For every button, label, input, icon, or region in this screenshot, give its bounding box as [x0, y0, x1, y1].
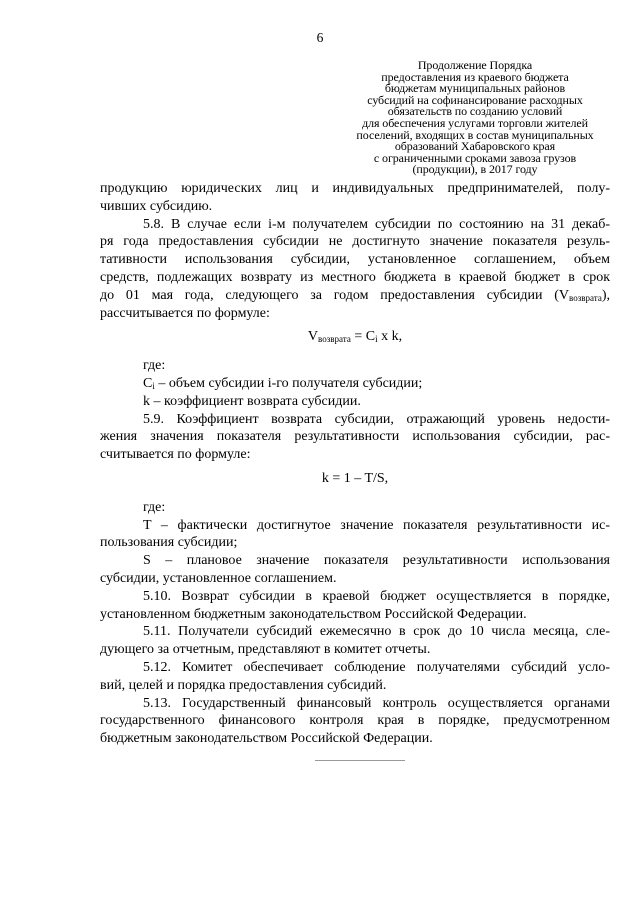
body-line: вий, целей и порядка предоставления субсидий. — [100, 677, 387, 693]
symbol-c: C — [143, 375, 153, 391]
header-line: (продукции), в 2017 году — [412, 162, 538, 177]
formula-end: x k, — [377, 329, 403, 345]
body-line-end: ), — [601, 287, 610, 303]
refund-formula — [100, 328, 610, 346]
body-line: дующего за отчетным, представляют в комитет отчеты. — [100, 642, 431, 658]
where-label: где: — [143, 499, 166, 515]
header-line: субсидий на софинансирование расходных — [367, 92, 583, 107]
symbol-index: i — [152, 380, 155, 391]
paragraph-5-10-line: 5.10. Возврат субсидии в краевой бюджет осуществляется в порядке, — [143, 588, 610, 604]
body-line: жения значения показателя результативности использования субсидии, рас- — [100, 429, 610, 445]
paragraph-5-12-line: 5.12. Комитет обеспечивает соблюдение получателями субсидий усло- — [143, 659, 610, 675]
body-line: бюджетным законодательством Российской Федерации. — [100, 731, 433, 747]
body-line: субсидии, установленное соглашением. — [100, 570, 337, 586]
definition-line: T – фактически достигнутое значение показателя результативности ис- — [143, 517, 610, 533]
header-line: поселений, входящих в состав муниципальных — [356, 127, 594, 142]
formula-mid: = C — [350, 329, 376, 345]
body-line: тативности использования субсидии, установленное соглашением, объем — [100, 252, 610, 268]
body-line: чивших субсидию. — [100, 198, 213, 214]
where-label: где: — [143, 358, 166, 374]
body-line: государственного финансового контроля края в порядке, предусмотренном — [100, 713, 610, 729]
paragraph-5-13-line: 5.13. Государственный финансовый контроль осуществляется органами — [143, 695, 610, 711]
definition-line: S – плановое значение показателя результативности использования — [143, 553, 610, 569]
end-of-text-divider — [315, 760, 405, 761]
paragraph-5-8-line: 5.8. В случае если i-м получателем субсидии по состоянию на 31 декаб- — [143, 216, 610, 232]
definition-line — [100, 375, 610, 393]
formula-index: i — [375, 334, 378, 345]
header-line: с ограниченными сроками завоза грузов — [373, 150, 577, 165]
body-line: считывается по формуле: — [100, 447, 251, 463]
body-line: средств, подлежащих возврату из местного бюджета в краевой бюджет в срок — [100, 269, 610, 285]
body-line: продукцию юридических лиц и индивидуальных предпринимателей, полу- — [100, 181, 610, 196]
body-line — [100, 287, 610, 305]
paragraph-5-9-line: 5.9. Коэффициент возврата субсидии, отражающий уровень недости- — [143, 411, 610, 427]
header-line: бюджетам муниципальных районов — [384, 81, 566, 96]
header-line: Продолжение Порядка — [417, 58, 533, 72]
definition-line: k – коэффициент возврата субсидии. — [143, 393, 361, 409]
body-line: пользования субсидии; — [100, 535, 238, 551]
definition-text: – объем субсидии i-го получателя субсидии; — [154, 375, 423, 391]
page-number: 6 — [316, 30, 324, 45]
formula-v: V — [307, 329, 319, 345]
header-line: предоставления из краевого бюджета — [381, 69, 569, 84]
header-line: для обеспечения услугами торговли жителей — [362, 115, 588, 130]
paragraph-5-11-line: 5.11. Получатели субсидий ежемесячно в срок до 10 числа месяца, сле- — [143, 624, 610, 640]
body-line: рассчитывается по формуле: — [100, 305, 270, 321]
header-line: образований Хабаровского края — [394, 139, 556, 154]
subscript: возврата — [569, 292, 602, 303]
coefficient-formula: k = 1 – T/S, — [321, 470, 389, 486]
body-line: ря года предоставления субсидии не достигнуто значение показателя резуль- — [100, 234, 610, 250]
header-line: обязательств по созданию условий — [387, 104, 563, 119]
document-body — [100, 180, 610, 748]
body-line-text: до 01 мая года, следующего за годом предоставления субсидии (V — [100, 287, 570, 303]
formula-subscript: возврата — [318, 334, 351, 345]
document-header-block — [340, 60, 610, 176]
body-line: установленном бюджетным законодательством Российской Федерации. — [100, 606, 527, 622]
